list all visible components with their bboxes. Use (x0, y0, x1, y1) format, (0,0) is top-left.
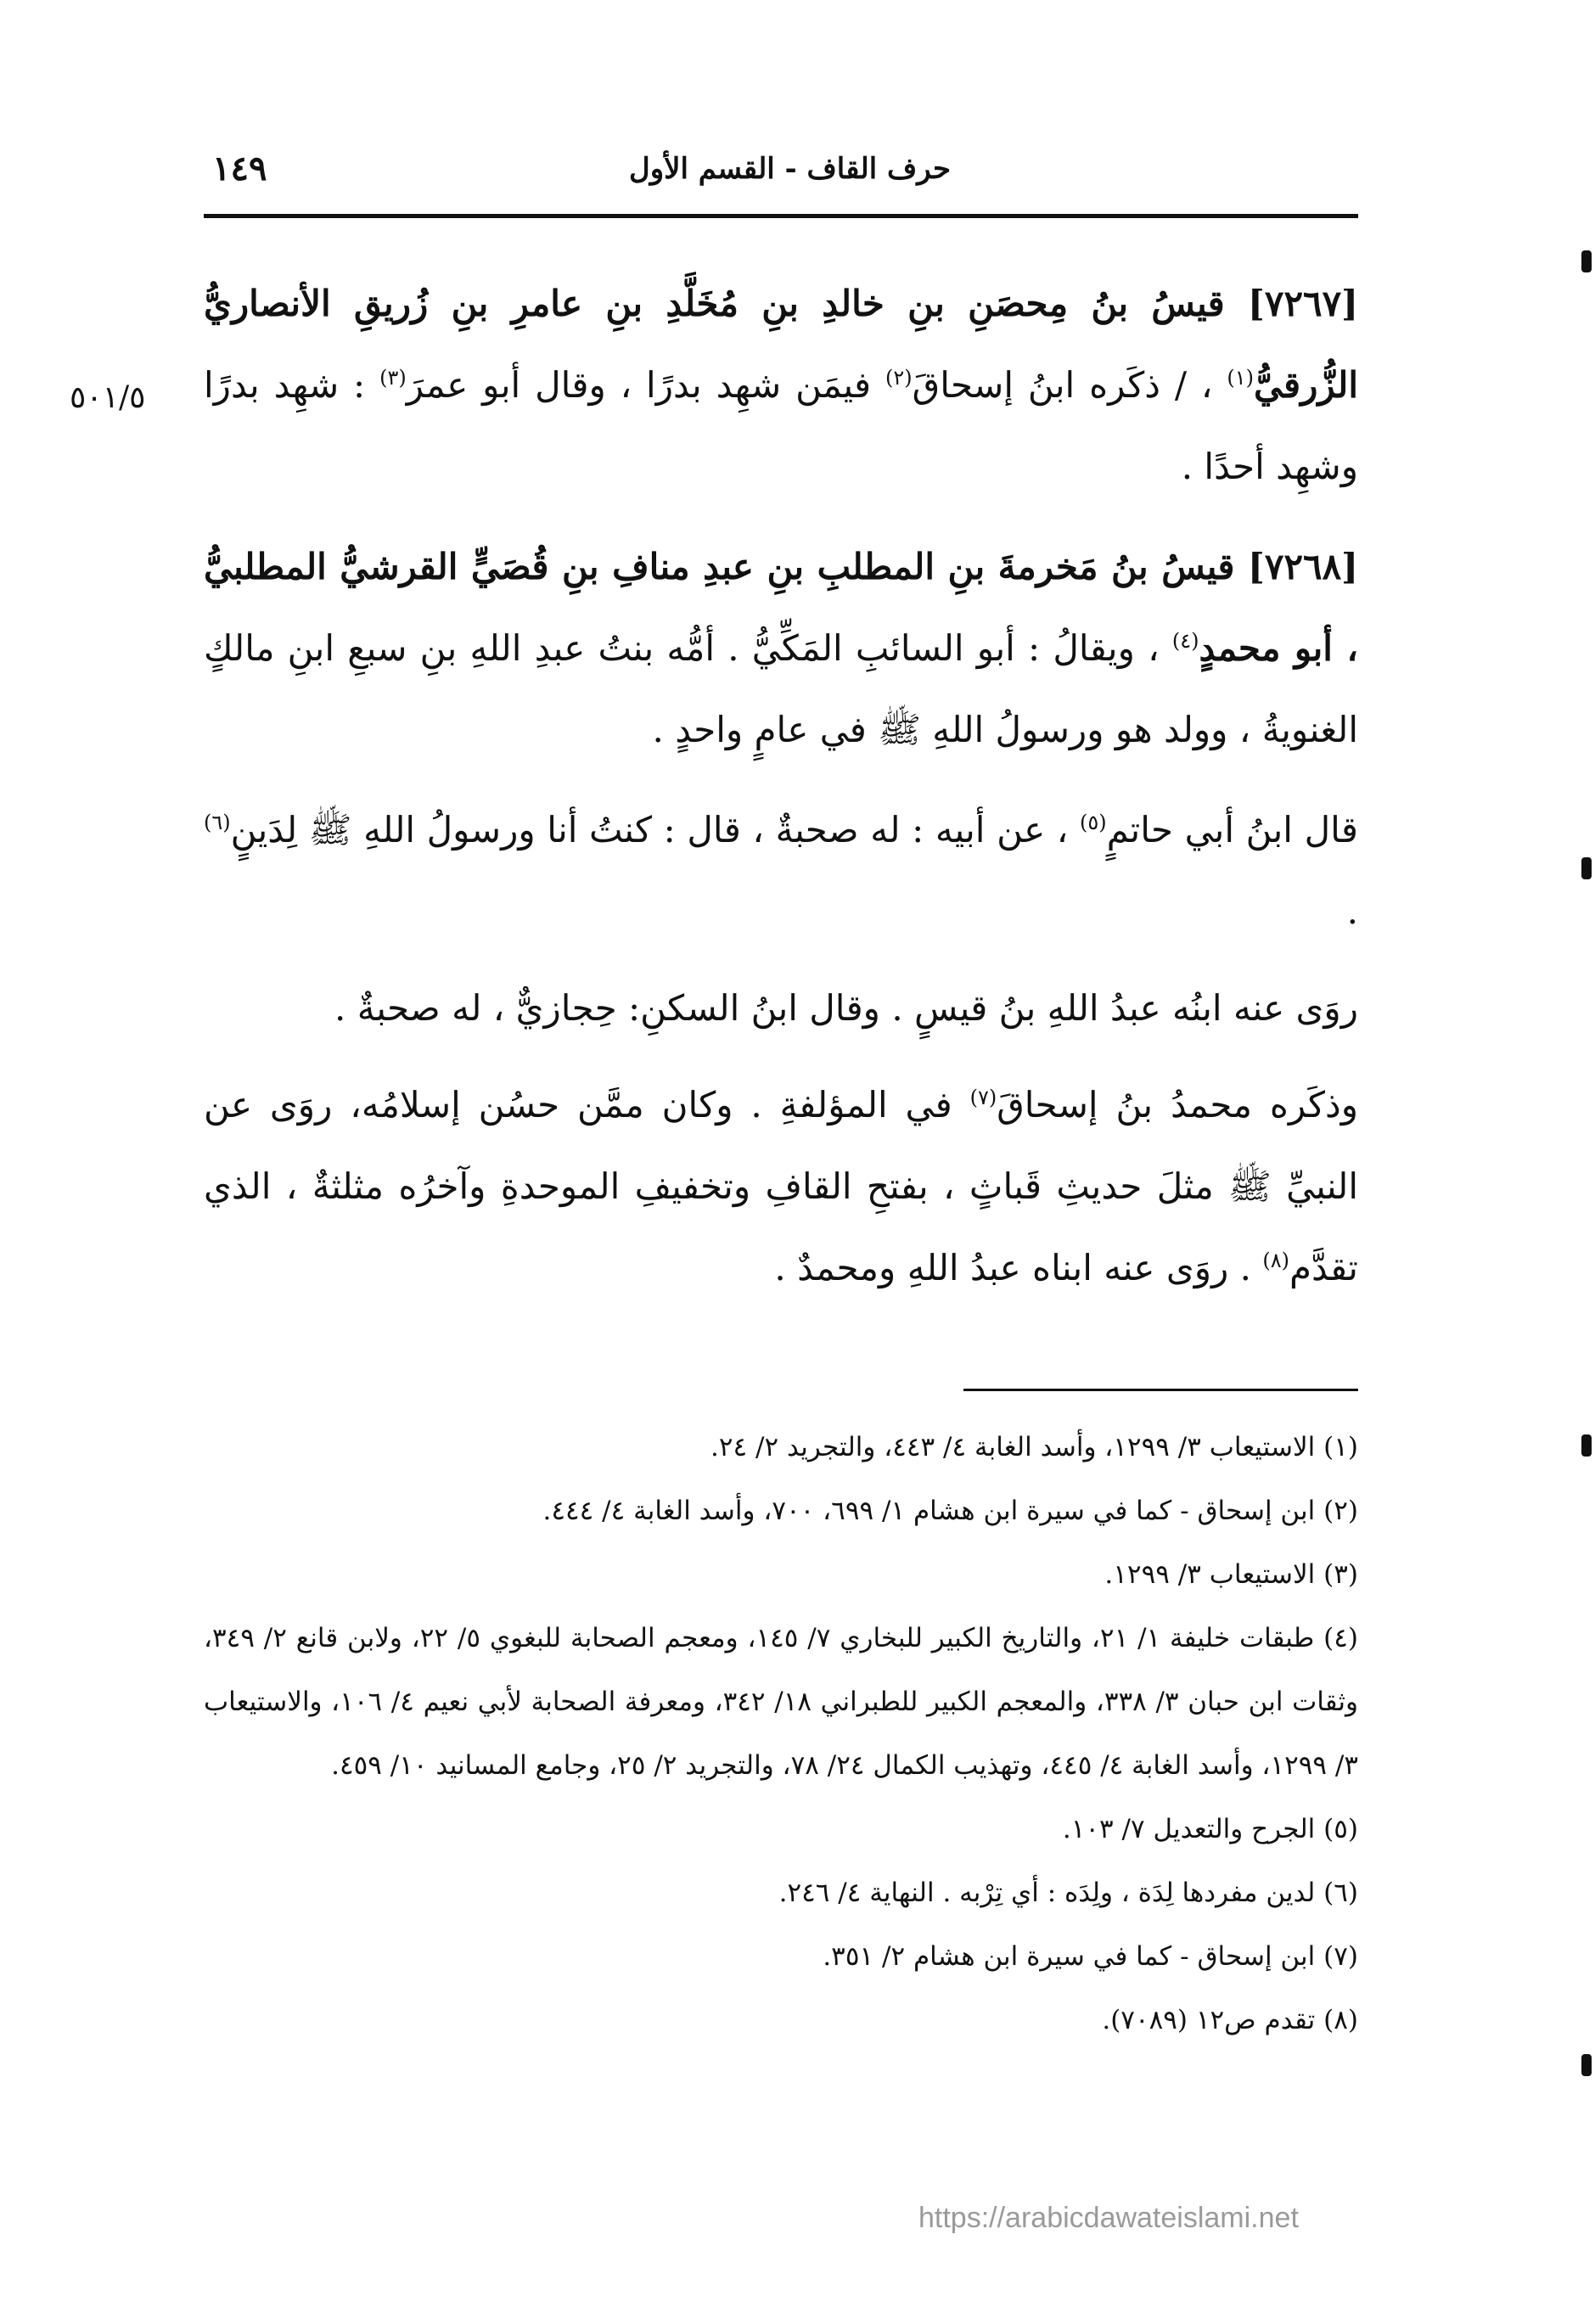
footnote-ref: (١) (1227, 366, 1254, 390)
paragraph (204, 1064, 1358, 1309)
page-header (204, 149, 1358, 191)
entry-text: ، / ذكَره ابنُ إسحاقَ (912, 364, 1213, 406)
entry-7267 (204, 263, 1358, 508)
footnotes-rule (963, 1389, 1358, 1391)
entry-text: : شهِد بدرًا وشهِد أحدًا . (204, 364, 1358, 487)
header-rule (204, 214, 1358, 218)
entry-text: ، ويقالُ : أبو السائبِ المَكِّيُّ . أمُّه بنتُ عبدِ اللهِ بنِ سبعِ ابنِ مالكٍ الغنويةُ ، وولد هو ورسولُ اللهِ ﷺ في عامٍ واحدٍ . (204, 627, 1358, 750)
paragraph-text: قال ابنُ أبي حاتمٍ (1106, 809, 1358, 850)
footnote-ref: (٦) (204, 811, 231, 834)
watermark-url: https://arabicdawateislami.net (918, 2202, 1299, 2234)
footnote-ref: (٣) (379, 366, 407, 390)
binding-hole-mark (1581, 857, 1592, 879)
binding-hole-mark (1581, 250, 1592, 272)
entry-text: فيمَن شهِد بدرًا ، وقال أبو عمرَ (406, 364, 872, 406)
footnote: (٣) الاستيعاب ٣/ ١٢٩٩. (1104, 1559, 1358, 1590)
main-text (204, 263, 1358, 1324)
footnote-ref: (٨) (1262, 1249, 1289, 1272)
footnote-ref: (٤) (1171, 629, 1199, 653)
footnote: (٦) لدين مفردها لِدَة ، ولِدَه : أي تِرْبه . النهاية ٤/ ٢٤٦. (778, 1878, 1358, 1908)
footnote-ref: (٧) (969, 1086, 997, 1109)
footnote-ref: (٥) (1079, 811, 1107, 834)
page-number: ١٤٩ (212, 149, 267, 188)
paragraph-text: في المؤلفةِ . وكان ممَّن حسُن إسلامُه، روَى عن النبيِّ ﷺ مثلَ حديثِ قَباثٍ ، بفتحِ القافِ وتخفيفِ الموحدةِ وآخرُه مثلثةٌ ، الذي تقدَّم (204, 1084, 1358, 1288)
footnote: (٤) طبقات خليفة ١/ ٢١، والتاريخ الكبير للبخاري ٧/ ١٤٥، ومعجم الصحابة للبغوي ٥/ ٢٢، ولابن قانع ٢/ ٣٤٩، وثقات ابن حبان ٣/ ٣٣٨، والمعجم الكبير للطبراني ١٨/ ٣٤٢، ومعرفة الصحابة لأبي نعيم ٤/ ١٠٦، والاستيعاب ٣/ ١٢٩٩، وأسد الغابة ٤/ ٤٤٥، وتهذيب الكمال ٢٤/ ٧٨، والتجريد ٢/ ٢٥، وجامع المسانيد ١٠/ ٤٥٩. (204, 1623, 1358, 1781)
footnote: (٨) تقدم ص١٢ (٧٠٨٩). (1102, 2005, 1358, 2035)
running-title: حرف القاف - القسم الأول (628, 152, 951, 186)
binding-hole-mark (1581, 2054, 1592, 2076)
footnote: (٥) الجرح والتعديل ٧/ ١٠٣. (1062, 1814, 1358, 1844)
footnote: (١) الاستيعاب ٣/ ١٢٩٩، وأسد الغابة ٤/ ٤٤٣، والتجريد ٢/ ٢٤. (710, 1432, 1358, 1462)
entry-heading: [٧٢٦٨] قيسُ بنُ مَخرمةَ بنِ المطلبِ بنِ عبدِ منافِ بنِ قُصَيٍّ القرشيُّ المطلبيُّ ، أبو محمدٍ (204, 546, 1358, 669)
footnotes (204, 1416, 1358, 2052)
binding-hole-mark (1581, 1434, 1592, 1457)
paragraph (204, 789, 1358, 952)
paragraph-text: وذكَره محمدُ بنُ إسحاقَ (997, 1084, 1359, 1126)
margin-note: ٥٠١/٥ (70, 380, 146, 415)
entry-7268 (204, 526, 1358, 771)
paragraph-text: روَى عنه ابنُه عبدُ اللهِ بنُ قيسٍ . وقال ابنُ السكنِ: حِجازيٌّ ، له صحبةٌ . (334, 987, 1358, 1029)
paragraph-text: . روَى عنه ابناه عبدُ اللهِ ومحمدٌ . (774, 1247, 1251, 1288)
paragraph-text: . (1346, 890, 1358, 932)
paragraph (204, 968, 1358, 1049)
footnote: (٢) ابن إسحاق - كما في سيرة ابن هشام ١/ ٦٩٩، ٧٠٠، وأسد الغابة ٤/ ٤٤٤. (542, 1496, 1358, 1526)
footnote-ref: (٢) (885, 366, 913, 390)
paragraph-text: ، عن أبيه : له صحبةٌ ، قال : كنتُ أنا ورسولُ اللهِ ﷺ لِدَينٍ (230, 809, 1069, 850)
entry-heading: [٧٢٦٧] قيسُ بنُ مِحصَنِ بنِ خالدِ بنِ مُخَلَّدِ بنِ عامرِ بنِ زُريقِ الأنصاريُّ الزُّرقيُّ (204, 283, 1358, 406)
footnote: (٧) ابن إسحاق - كما في سيرة ابن هشام ٢/ ٣٥١. (823, 1941, 1358, 1972)
